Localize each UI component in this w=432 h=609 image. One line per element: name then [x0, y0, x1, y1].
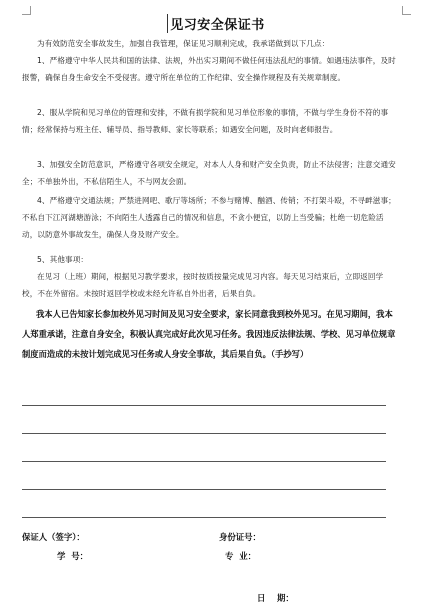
- item-2: 2、服从学院和见习单位的管理和安排，不做有损学院和见习单位形象的事情，不做与学生身份不符的事情；经常保持与班主任、辅导员、指导教师、家长等联系；如遇安全问题，及时向老师报告。: [22, 108, 389, 134]
- item-1: 1、严格遵守中华人民共和国的法律、法规，外出实习期间不做任何违法乱纪的事情。如遇违法事件，及时报警，确保自身生命安全不受侵害。遵守所在单位的工作纪律、安全操作规程及有关规章制度。: [22, 56, 396, 82]
- student-number-label: 学 号：: [57, 551, 88, 561]
- handwriting-line-4: [22, 489, 386, 490]
- commitment-paragraph: 我本人已告知家长参加校外见习时间及见习安全要求，家长同意我到校外见习。在见习期间，我本人郑重承诺，注意自身安全，积极认真完成好此次见习任务。我因违反法律法规、学校、见习单位规章制度而造成的未按计划完成见习任务或人身安全事故，其后果自负。（手抄写）: [22, 309, 396, 359]
- intro-paragraph: 为有效防范安全事故发生，加强自我管理，保证见习顺利完成，我承诺做到以下几点：: [37, 39, 330, 48]
- handwriting-line-5: [22, 517, 386, 518]
- document-title: [0, 14, 432, 33]
- id-number-label: 身份证号：: [219, 532, 261, 542]
- handwriting-line-3: [22, 461, 386, 462]
- major-label: 专 业：: [225, 551, 256, 561]
- item-5-heading: 5、其他事项：: [37, 255, 89, 264]
- title-text: 见习安全保证书: [167, 14, 265, 33]
- guarantor-signature-label: 保证人（签字）：: [22, 532, 85, 542]
- handwriting-line-2: [22, 433, 386, 434]
- handwriting-line-1: [22, 405, 386, 406]
- item-3: 3、加强安全防范意识，严格遵守各项安全规定，对本人人身和财产安全负责，防止不法侵害；注意交通安全；不单独外出，不私信陌生人，不与网友会面。: [22, 160, 396, 186]
- item-4: 4、严格遵守交通法规；严禁进网吧、歌厅等场所；不参与赌博、酗酒、传销；不打架斗殴，不寻衅滋事；不私自下江河湖塘游泳；不向陌生人透露自己的情况和信息，不贪小便宜，以防上当受骗；杜绝一切危险活动，以防意外事故发生，确保人身及财产安全。: [22, 196, 396, 239]
- item-5-body: 在见习（上班）期间，根据见习教学要求，按时按质按量完成见习内容。每天见习结束后，立即返回学校，不在外留宿。未按时返回学校或未经允许私自外出者，后果自负。: [22, 272, 384, 298]
- date-label: 日 期：: [257, 593, 294, 603]
